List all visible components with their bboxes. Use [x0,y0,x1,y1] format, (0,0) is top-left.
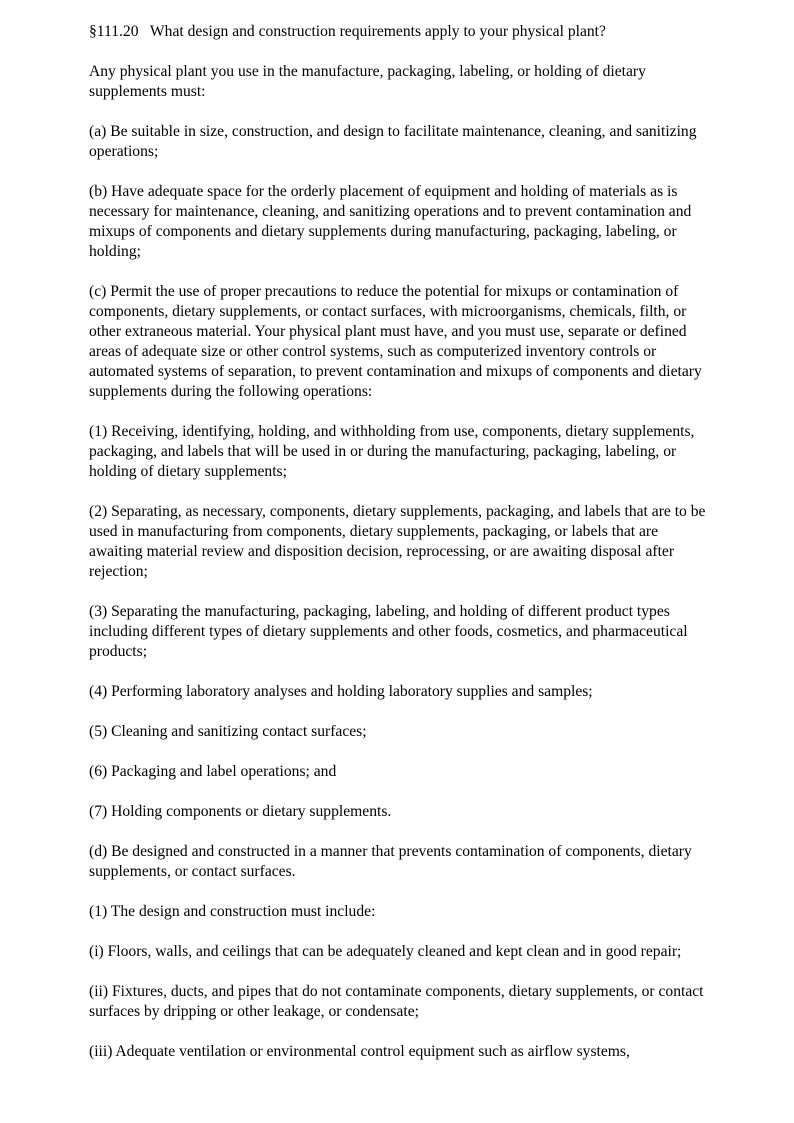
paragraph-d-1: (1) The design and construction must include: [89,903,376,920]
paragraph-c-1: (1) Receiving, identifying, holding, and withholding from use, components, dietary supplements, packaging, and labels that will be used in or during the manufacturing, packaging, labeling, or holding of dietary supplements; [89,423,695,480]
paragraph-d-1-i: (i) Floors, walls, and ceilings that can be adequately cleaned and kept clean and in good repair; [89,943,682,960]
paragraph-c-4: (4) Performing laboratory analyses and holding laboratory supplies and samples; [89,683,593,700]
paragraph-d-1-ii: (ii) Fixtures, ducts, and pipes that do not contaminate components, dietary supplements, or contact surfaces by dripping or other leakage, or condensate; [89,983,704,1020]
paragraph-c: (c) Permit the use of proper precautions to reduce the potential for mixups or contamination of components, dietary supplements, or contact surfaces, with microorganisms, chemicals, filth, or other extraneous material. Your physical plant must have, and you must use, separate or defined areas of adequate size or other control systems, such as computerized inventory controls or automated systems of separation, to prevent contamination and mixups of components and dietary supplements during the following operations: [89,283,702,400]
paragraph-c-2: (2) Separating, as necessary, components, dietary supplements, packaging, and labels that are to be used in manufacturing from components, dietary supplements, packaging, or labels that are awaiting material review and disposition decision, reprocessing, or are awaiting disposal after rejection; [89,503,706,580]
paragraph-c-3: (3) Separating the manufacturing, packaging, labeling, and holding of different product types including different types of dietary supplements and other foods, cosmetics, and pharmaceutical products; [89,603,688,660]
paragraph-c-5: (5) Cleaning and sanitizing contact surfaces; [89,723,367,740]
paragraph-a: (a) Be suitable in size, construction, and design to facilitate maintenance, cleaning, and sanitizing operations; [89,123,697,160]
paragraph-b: (b) Have adequate space for the orderly placement of equipment and holding of materials as is necessary for maintenance, cleaning, and sanitizing operations and to prevent contamination and mixups of components and dietary supplements during manufacturing, packaging, labeling, or holding; [89,183,692,260]
paragraph-c-6: (6) Packaging and label operations; and [89,763,337,780]
paragraph-d-1-iii: (iii) Adequate ventilation or environmental control equipment such as airflow systems, [89,1043,630,1060]
paragraph-c-7: (7) Holding components or dietary supplements. [89,803,392,820]
paragraph-d: (d) Be designed and constructed in a manner that prevents contamination of components, dietary supplements, or contact surfaces. [89,843,692,880]
intro-paragraph: Any physical plant you use in the manufacture, packaging, labeling, or holding of dietary supplements must: [89,63,646,100]
section-heading: §111.20 What design and construction requirements apply to your physical plant? [89,23,606,40]
